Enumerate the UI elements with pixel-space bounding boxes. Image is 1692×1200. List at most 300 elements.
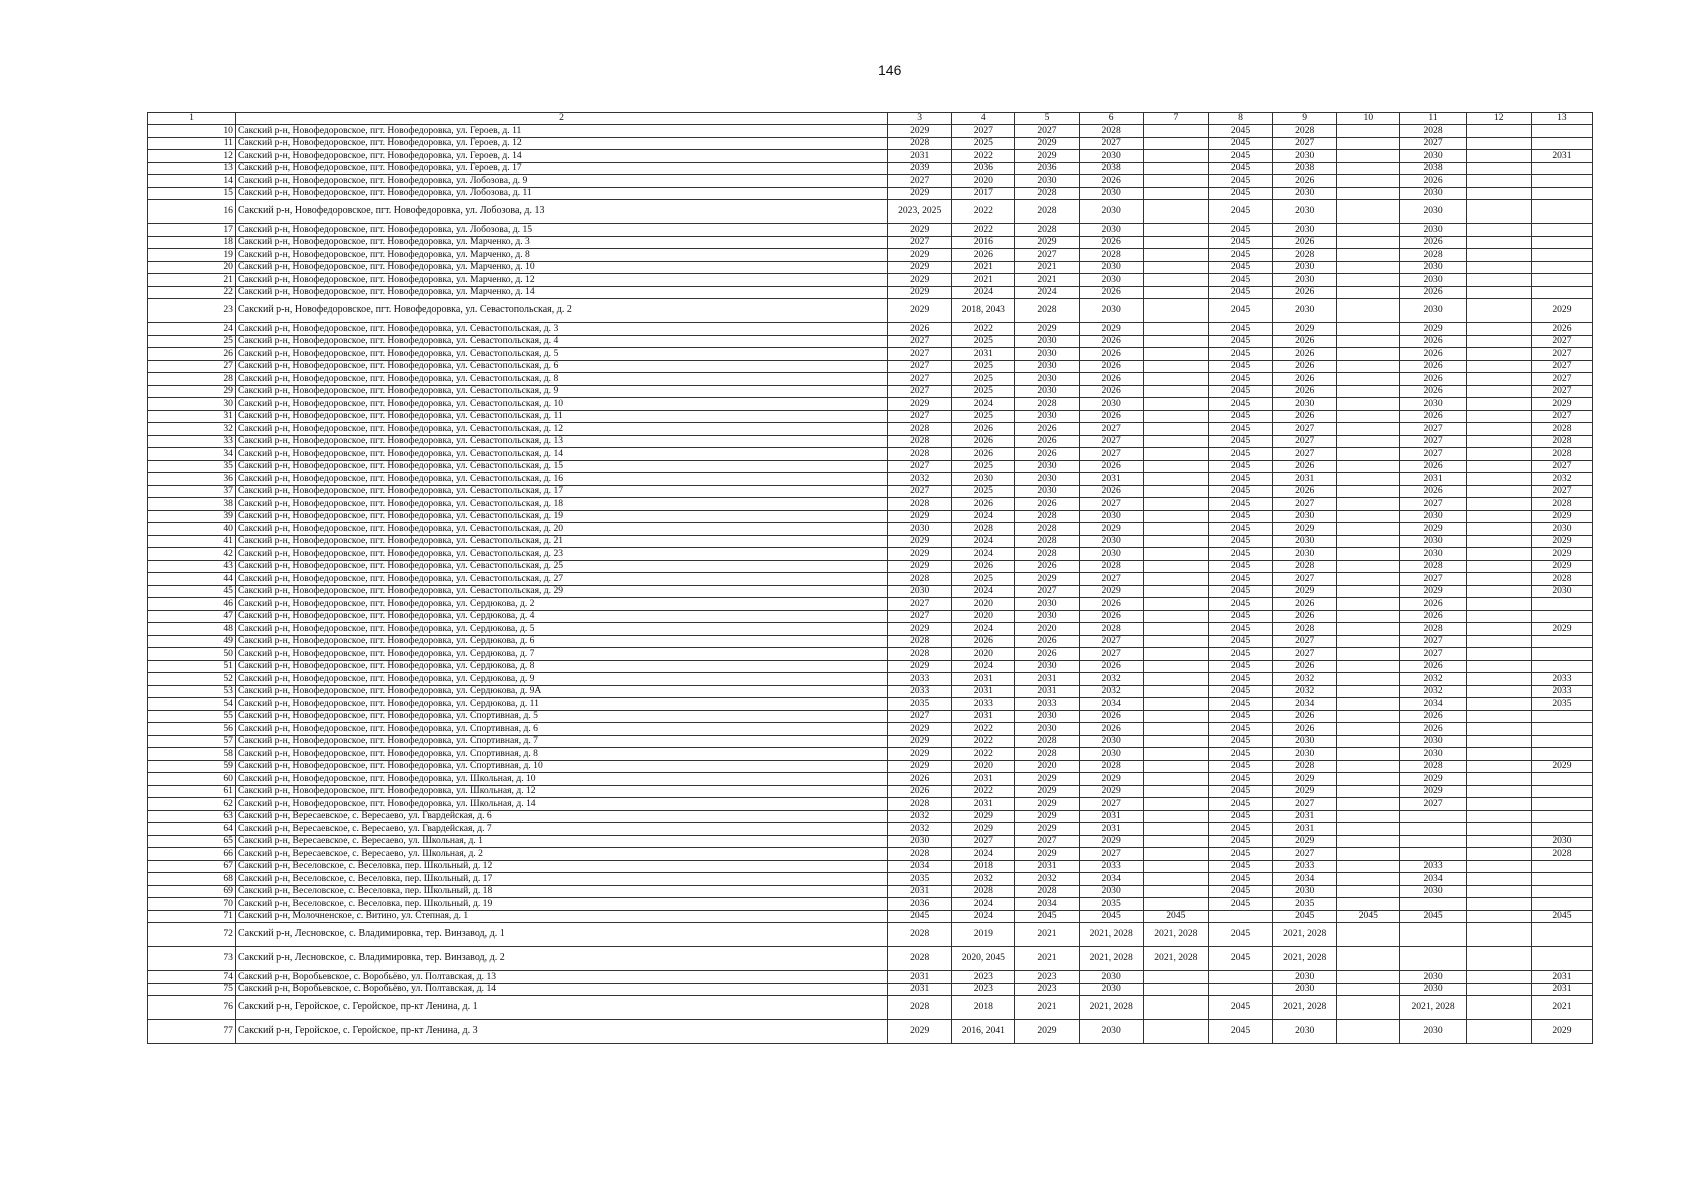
year-cell-3: 2028 <box>888 798 952 811</box>
year-cell-3: 2028 <box>888 947 952 971</box>
year-cell-10: 2045 <box>1337 910 1400 923</box>
year-cell-6: 2026 <box>1079 236 1143 249</box>
year-cell-4: 2027 <box>952 125 1015 138</box>
year-cell-13 <box>1531 274 1592 287</box>
year-cell-5: 2028 <box>1015 398 1079 411</box>
address-cell: Сакский р-н, Новофедоровское, пгт. Новофедоровка, ул. Героев, д. 14 <box>235 150 887 163</box>
year-cell-6: 2027 <box>1079 635 1143 648</box>
row-number-cell: 23 <box>148 299 236 323</box>
year-cell-5: 2030 <box>1015 373 1079 386</box>
year-cell-10 <box>1337 323 1400 336</box>
year-cell-9: 2026 <box>1273 360 1337 373</box>
year-cell-8: 2045 <box>1208 510 1272 523</box>
year-cell-9: 2027 <box>1273 635 1337 648</box>
year-cell-4: 2029 <box>952 810 1015 823</box>
year-cell-13: 2029 <box>1531 398 1592 411</box>
year-cell-5: 2024 <box>1015 286 1079 299</box>
column-header: 7 <box>1143 113 1208 125</box>
table-row <box>148 660 1593 673</box>
address-cell: Сакский р-н, Новофедоровское, пгт. Новофедоровка, ул. Севастопольская, д. 5 <box>235 348 887 361</box>
year-cell-4: 2028 <box>952 885 1015 898</box>
year-cell-9: 2030 <box>1273 510 1337 523</box>
year-cell-7 <box>1143 635 1208 648</box>
table-row <box>148 835 1593 848</box>
year-cell-6: 2045 <box>1079 910 1143 923</box>
address-cell: Сакский р-н, Новофедоровское, пгт. Новофедоровка, ул. Спортивная, д. 6 <box>235 723 887 736</box>
row-number-cell: 22 <box>148 286 236 299</box>
year-cell-12 <box>1466 175 1531 188</box>
year-cell-6: 2027 <box>1079 848 1143 861</box>
year-cell-7 <box>1143 823 1208 836</box>
year-cell-3: 2027 <box>888 175 952 188</box>
year-cell-13 <box>1531 885 1592 898</box>
year-cell-7 <box>1143 249 1208 262</box>
year-cell-8: 2045 <box>1208 635 1272 648</box>
year-cell-6: 2026 <box>1079 723 1143 736</box>
year-cell-8: 2045 <box>1208 710 1272 723</box>
year-cell-10 <box>1337 548 1400 561</box>
year-cell-9: 2030 <box>1273 187 1337 200</box>
year-cell-3: 2028 <box>888 423 952 436</box>
year-cell-11: 2029 <box>1400 523 1466 536</box>
year-cell-13: 2035 <box>1531 698 1592 711</box>
year-cell-4: 2021 <box>952 274 1015 287</box>
year-cell-10 <box>1337 635 1400 648</box>
year-cell-7 <box>1143 448 1208 461</box>
year-cell-13: 2027 <box>1531 373 1592 386</box>
year-cell-4: 2020 <box>952 598 1015 611</box>
row-number-cell: 31 <box>148 410 236 423</box>
year-cell-13 <box>1531 610 1592 623</box>
year-cell-11: 2026 <box>1400 335 1466 348</box>
address-cell: Сакский р-н, Новофедоровское, пгт. Новофедоровка, ул. Севастопольская, д. 10 <box>235 398 887 411</box>
year-cell-4: 2025 <box>952 335 1015 348</box>
year-cell-7 <box>1143 385 1208 398</box>
year-cell-9: 2028 <box>1273 623 1337 636</box>
year-cell-4: 2025 <box>952 385 1015 398</box>
year-cell-12 <box>1466 187 1531 200</box>
year-cell-10 <box>1337 773 1400 786</box>
year-cell-7 <box>1143 848 1208 861</box>
year-cell-6: 2029 <box>1079 323 1143 336</box>
year-cell-13 <box>1531 798 1592 811</box>
year-cell-7 <box>1143 685 1208 698</box>
year-cell-9: 2030 <box>1273 1020 1337 1044</box>
year-cell-6: 2030 <box>1079 510 1143 523</box>
address-cell: Сакский р-н, Лесновское, с. Владимировка, тер. Винзавод, д. 2 <box>235 947 887 971</box>
year-cell-11 <box>1400 835 1466 848</box>
year-cell-10 <box>1337 823 1400 836</box>
year-cell-7 <box>1143 485 1208 498</box>
year-cell-8: 2045 <box>1208 835 1272 848</box>
year-cell-10 <box>1337 798 1400 811</box>
year-cell-5: 2029 <box>1015 785 1079 798</box>
row-number-cell: 73 <box>148 947 236 971</box>
row-number-cell: 72 <box>148 923 236 947</box>
page-number: 146 <box>878 62 902 78</box>
year-cell-3: 2028 <box>888 923 952 947</box>
year-cell-11: 2026 <box>1400 460 1466 473</box>
year-cell-13 <box>1531 137 1592 150</box>
table-row <box>148 335 1593 348</box>
year-cell-4: 2020 <box>952 175 1015 188</box>
year-cell-3: 2029 <box>888 535 952 548</box>
year-cell-8: 2045 <box>1208 125 1272 138</box>
year-cell-12 <box>1466 335 1531 348</box>
year-cell-11: 2028 <box>1400 125 1466 138</box>
year-cell-12 <box>1466 261 1531 274</box>
table-row <box>148 873 1593 886</box>
table-row <box>148 187 1593 200</box>
year-cell-6: 2031 <box>1079 810 1143 823</box>
year-cell-4: 2031 <box>952 673 1015 686</box>
year-cell-7 <box>1143 573 1208 586</box>
address-cell: Сакский р-н, Новофедоровское, пгт. Новофедоровка, ул. Севастопольская, д. 17 <box>235 485 887 498</box>
year-cell-13: 2033 <box>1531 673 1592 686</box>
table-row <box>148 823 1593 836</box>
address-cell: Сакский р-н, Лесновское, с. Владимировка, тер. Винзавод, д. 1 <box>235 923 887 947</box>
year-cell-7 <box>1143 373 1208 386</box>
year-cell-8: 2045 <box>1208 236 1272 249</box>
table-row <box>148 773 1593 786</box>
table-row <box>148 947 1593 971</box>
table-row <box>148 175 1593 188</box>
year-cell-8: 2045 <box>1208 523 1272 536</box>
column-header: 3 <box>888 113 952 125</box>
year-cell-11: 2028 <box>1400 560 1466 573</box>
table-row <box>148 398 1593 411</box>
row-number-cell: 24 <box>148 323 236 336</box>
year-cell-9: 2027 <box>1273 648 1337 661</box>
year-cell-5: 2029 <box>1015 848 1079 861</box>
address-cell: Сакский р-н, Новофедоровское, пгт. Новофедоровка, ул. Героев, д. 12 <box>235 137 887 150</box>
year-cell-12 <box>1466 635 1531 648</box>
row-number-cell: 34 <box>148 448 236 461</box>
year-cell-8: 2045 <box>1208 249 1272 262</box>
table-row <box>148 710 1593 723</box>
year-cell-8: 2045 <box>1208 560 1272 573</box>
year-cell-7 <box>1143 660 1208 673</box>
year-cell-9: 2028 <box>1273 560 1337 573</box>
year-cell-13: 2029 <box>1531 299 1592 323</box>
year-cell-3: 2023, 2025 <box>888 200 952 224</box>
year-cell-5: 2027 <box>1015 249 1079 262</box>
column-header: 5 <box>1015 113 1079 125</box>
year-cell-12 <box>1466 423 1531 436</box>
address-cell: Сакский р-н, Новофедоровское, пгт. Новофедоровка, ул. Марченко, д. 8 <box>235 249 887 262</box>
table-row <box>148 748 1593 761</box>
year-cell-12 <box>1466 286 1531 299</box>
year-cell-11 <box>1400 898 1466 911</box>
year-cell-3: 2029 <box>888 249 952 262</box>
year-cell-13 <box>1531 261 1592 274</box>
year-cell-3: 2029 <box>888 735 952 748</box>
year-cell-11: 2030 <box>1400 299 1466 323</box>
year-cell-5: 2028 <box>1015 523 1079 536</box>
year-cell-13: 2032 <box>1531 473 1592 486</box>
year-cell-7 <box>1143 648 1208 661</box>
year-cell-3: 2031 <box>888 971 952 984</box>
year-cell-4: 2036 <box>952 162 1015 175</box>
year-cell-4: 2022 <box>952 200 1015 224</box>
year-cell-6: 2026 <box>1079 373 1143 386</box>
year-cell-13: 2027 <box>1531 385 1592 398</box>
year-cell-8: 2045 <box>1208 685 1272 698</box>
year-cell-12 <box>1466 125 1531 138</box>
year-cell-13 <box>1531 723 1592 736</box>
year-cell-9: 2026 <box>1273 485 1337 498</box>
year-cell-3: 2026 <box>888 773 952 786</box>
year-cell-11: 2030 <box>1400 200 1466 224</box>
year-cell-5: 2021 <box>1015 274 1079 287</box>
year-cell-9: 2027 <box>1273 137 1337 150</box>
year-cell-7 <box>1143 498 1208 511</box>
year-cell-7 <box>1143 785 1208 798</box>
year-cell-6: 2034 <box>1079 873 1143 886</box>
year-cell-10 <box>1337 473 1400 486</box>
year-cell-6: 2026 <box>1079 175 1143 188</box>
address-cell: Сакский р-н, Новофедоровское, пгт. Новофедоровка, ул. Героев, д. 11 <box>235 125 887 138</box>
table-row <box>148 798 1593 811</box>
table-row <box>148 274 1593 287</box>
year-cell-3: 2039 <box>888 162 952 175</box>
year-cell-3: 2029 <box>888 187 952 200</box>
row-number-cell: 61 <box>148 785 236 798</box>
year-cell-13 <box>1531 873 1592 886</box>
year-cell-9: 2045 <box>1273 910 1337 923</box>
year-cell-13 <box>1531 947 1592 971</box>
row-number-cell: 43 <box>148 560 236 573</box>
year-cell-5: 2030 <box>1015 348 1079 361</box>
year-cell-10 <box>1337 996 1400 1020</box>
table-row <box>148 573 1593 586</box>
year-cell-13: 2030 <box>1531 585 1592 598</box>
year-cell-7: 2045 <box>1143 910 1208 923</box>
year-cell-12 <box>1466 585 1531 598</box>
address-cell: Сакский р-н, Новофедоровское, пгт. Новофедоровка, ул. Севастопольская, д. 3 <box>235 323 887 336</box>
address-cell: Сакский р-н, Новофедоровское, пгт. Новофедоровка, ул. Школьная, д. 12 <box>235 785 887 798</box>
row-number-cell: 70 <box>148 898 236 911</box>
year-cell-3: 2027 <box>888 710 952 723</box>
year-cell-10 <box>1337 460 1400 473</box>
row-number-cell: 71 <box>148 910 236 923</box>
year-cell-11: 2026 <box>1400 385 1466 398</box>
year-cell-13 <box>1531 735 1592 748</box>
address-cell: Сакский р-н, Новофедоровское, пгт. Новофедоровка, ул. Лобозова, д. 15 <box>235 224 887 237</box>
year-cell-6: 2030 <box>1079 187 1143 200</box>
year-cell-5: 2029 <box>1015 323 1079 336</box>
year-cell-10 <box>1337 710 1400 723</box>
year-cell-12 <box>1466 760 1531 773</box>
year-cell-11: 2038 <box>1400 162 1466 175</box>
row-number-cell: 10 <box>148 125 236 138</box>
year-cell-12 <box>1466 798 1531 811</box>
table-row <box>148 423 1593 436</box>
year-cell-12 <box>1466 224 1531 237</box>
year-cell-13 <box>1531 249 1592 262</box>
year-cell-12 <box>1466 710 1531 723</box>
table-row <box>148 236 1593 249</box>
address-cell: Сакский р-н, Новофедоровское, пгт. Новофедоровка, ул. Севастопольская, д. 8 <box>235 373 887 386</box>
year-cell-5: 2030 <box>1015 710 1079 723</box>
year-cell-7 <box>1143 236 1208 249</box>
row-number-cell: 35 <box>148 460 236 473</box>
year-cell-6: 2032 <box>1079 673 1143 686</box>
year-cell-6: 2027 <box>1079 423 1143 436</box>
year-cell-9: 2030 <box>1273 398 1337 411</box>
table-row <box>148 598 1593 611</box>
year-cell-8: 2045 <box>1208 660 1272 673</box>
row-number-cell: 16 <box>148 200 236 224</box>
table-row <box>148 996 1593 1020</box>
year-cell-13: 2031 <box>1531 971 1592 984</box>
year-cell-3: 2028 <box>888 448 952 461</box>
year-cell-5: 2031 <box>1015 860 1079 873</box>
year-cell-8: 2045 <box>1208 885 1272 898</box>
year-cell-8: 2045 <box>1208 485 1272 498</box>
year-cell-10 <box>1337 385 1400 398</box>
column-header: 9 <box>1273 113 1337 125</box>
address-cell: Сакский р-н, Новофедоровское, пгт. Новофедоровка, ул. Лобозова, д. 11 <box>235 187 887 200</box>
year-cell-8: 2045 <box>1208 261 1272 274</box>
year-cell-11: 2021, 2028 <box>1400 996 1466 1020</box>
year-cell-3: 2029 <box>888 398 952 411</box>
row-number-cell: 45 <box>148 585 236 598</box>
year-cell-4: 2023 <box>952 983 1015 996</box>
row-number-cell: 60 <box>148 773 236 786</box>
year-cell-5: 2028 <box>1015 224 1079 237</box>
year-cell-8: 2045 <box>1208 848 1272 861</box>
year-cell-7 <box>1143 723 1208 736</box>
year-cell-9: 2029 <box>1273 323 1337 336</box>
year-cell-6: 2030 <box>1079 398 1143 411</box>
year-cell-13: 2029 <box>1531 1020 1592 1044</box>
year-cell-9: 2026 <box>1273 410 1337 423</box>
year-cell-4: 2031 <box>952 348 1015 361</box>
year-cell-6: 2031 <box>1079 823 1143 836</box>
year-cell-9: 2029 <box>1273 585 1337 598</box>
year-cell-12 <box>1466 410 1531 423</box>
year-cell-5: 2029 <box>1015 573 1079 586</box>
year-cell-4: 2017 <box>952 187 1015 200</box>
year-cell-7 <box>1143 162 1208 175</box>
address-cell: Сакский р-н, Новофедоровское, пгт. Новофедоровка, ул. Марченко, д. 10 <box>235 261 887 274</box>
year-cell-12 <box>1466 249 1531 262</box>
address-cell: Сакский р-н, Новофедоровское, пгт. Новофедоровка, ул. Севастопольская, д. 11 <box>235 410 887 423</box>
year-cell-7 <box>1143 996 1208 1020</box>
year-cell-12 <box>1466 498 1531 511</box>
year-cell-8 <box>1208 910 1272 923</box>
year-cell-7 <box>1143 810 1208 823</box>
year-cell-7 <box>1143 610 1208 623</box>
year-cell-8: 2045 <box>1208 873 1272 886</box>
year-cell-12 <box>1466 748 1531 761</box>
year-cell-6: 2030 <box>1079 1020 1143 1044</box>
year-cell-11: 2030 <box>1400 735 1466 748</box>
year-cell-6: 2031 <box>1079 473 1143 486</box>
year-cell-13 <box>1531 200 1592 224</box>
year-cell-3: 2026 <box>888 323 952 336</box>
row-number-cell: 63 <box>148 810 236 823</box>
year-cell-8: 2045 <box>1208 473 1272 486</box>
column-header: 1 <box>148 113 236 125</box>
year-cell-13: 2029 <box>1531 510 1592 523</box>
year-cell-7 <box>1143 835 1208 848</box>
year-cell-9: 2031 <box>1273 810 1337 823</box>
year-cell-6: 2029 <box>1079 785 1143 798</box>
year-cell-10 <box>1337 498 1400 511</box>
year-cell-6: 2030 <box>1079 983 1143 996</box>
year-cell-6: 2029 <box>1079 773 1143 786</box>
year-cell-13: 2027 <box>1531 348 1592 361</box>
column-header: 13 <box>1531 113 1592 125</box>
address-cell: Сакский р-н, Новофедоровское, пгт. Новофедоровка, ул. Сердюкова, д. 2 <box>235 598 887 611</box>
row-number-cell: 41 <box>148 535 236 548</box>
year-cell-11: 2030 <box>1400 224 1466 237</box>
year-cell-10 <box>1337 348 1400 361</box>
table-row <box>148 673 1593 686</box>
year-cell-7 <box>1143 971 1208 984</box>
year-cell-5: 2029 <box>1015 810 1079 823</box>
housing-register-table <box>147 112 1593 1044</box>
address-cell: Сакский р-н, Новофедоровское, пгт. Новофедоровка, ул. Лобозова, д. 9 <box>235 175 887 188</box>
row-number-cell: 13 <box>148 162 236 175</box>
year-cell-10 <box>1337 435 1400 448</box>
year-cell-5: 2031 <box>1015 673 1079 686</box>
year-cell-10 <box>1337 187 1400 200</box>
address-cell: Сакский р-н, Веселовское, с. Веселовка, пер. Школьный, д. 17 <box>235 873 887 886</box>
year-cell-10 <box>1337 785 1400 798</box>
year-cell-5: 2030 <box>1015 723 1079 736</box>
year-cell-7 <box>1143 598 1208 611</box>
year-cell-8: 2045 <box>1208 423 1272 436</box>
year-cell-4: 2022 <box>952 735 1015 748</box>
year-cell-7 <box>1143 748 1208 761</box>
year-cell-7 <box>1143 523 1208 536</box>
year-cell-9: 2030 <box>1273 735 1337 748</box>
row-number-cell: 57 <box>148 735 236 748</box>
year-cell-10 <box>1337 523 1400 536</box>
year-cell-3: 2035 <box>888 698 952 711</box>
year-cell-11: 2027 <box>1400 648 1466 661</box>
year-cell-3: 2027 <box>888 410 952 423</box>
year-cell-8: 2045 <box>1208 585 1272 598</box>
year-cell-4: 2025 <box>952 137 1015 150</box>
year-cell-6: 2027 <box>1079 648 1143 661</box>
year-cell-5: 2021 <box>1015 261 1079 274</box>
year-cell-9: 2026 <box>1273 610 1337 623</box>
address-cell: Сакский р-н, Вересаевское, с. Вересаево, ул. Гвардейская, д. 7 <box>235 823 887 836</box>
row-number-cell: 64 <box>148 823 236 836</box>
year-cell-7 <box>1143 323 1208 336</box>
year-cell-7 <box>1143 885 1208 898</box>
year-cell-8: 2045 <box>1208 274 1272 287</box>
year-cell-9: 2028 <box>1273 125 1337 138</box>
year-cell-3: 2029 <box>888 660 952 673</box>
year-cell-12 <box>1466 610 1531 623</box>
year-cell-4: 2027 <box>952 835 1015 848</box>
year-cell-7 <box>1143 773 1208 786</box>
row-number-cell: 14 <box>148 175 236 188</box>
year-cell-11: 2026 <box>1400 348 1466 361</box>
year-cell-8: 2045 <box>1208 623 1272 636</box>
year-cell-5: 2030 <box>1015 360 1079 373</box>
year-cell-8: 2045 <box>1208 299 1272 323</box>
year-cell-4: 2026 <box>952 435 1015 448</box>
year-cell-7: 2021, 2028 <box>1143 923 1208 947</box>
year-cell-7 <box>1143 423 1208 436</box>
year-cell-9: 2031 <box>1273 473 1337 486</box>
